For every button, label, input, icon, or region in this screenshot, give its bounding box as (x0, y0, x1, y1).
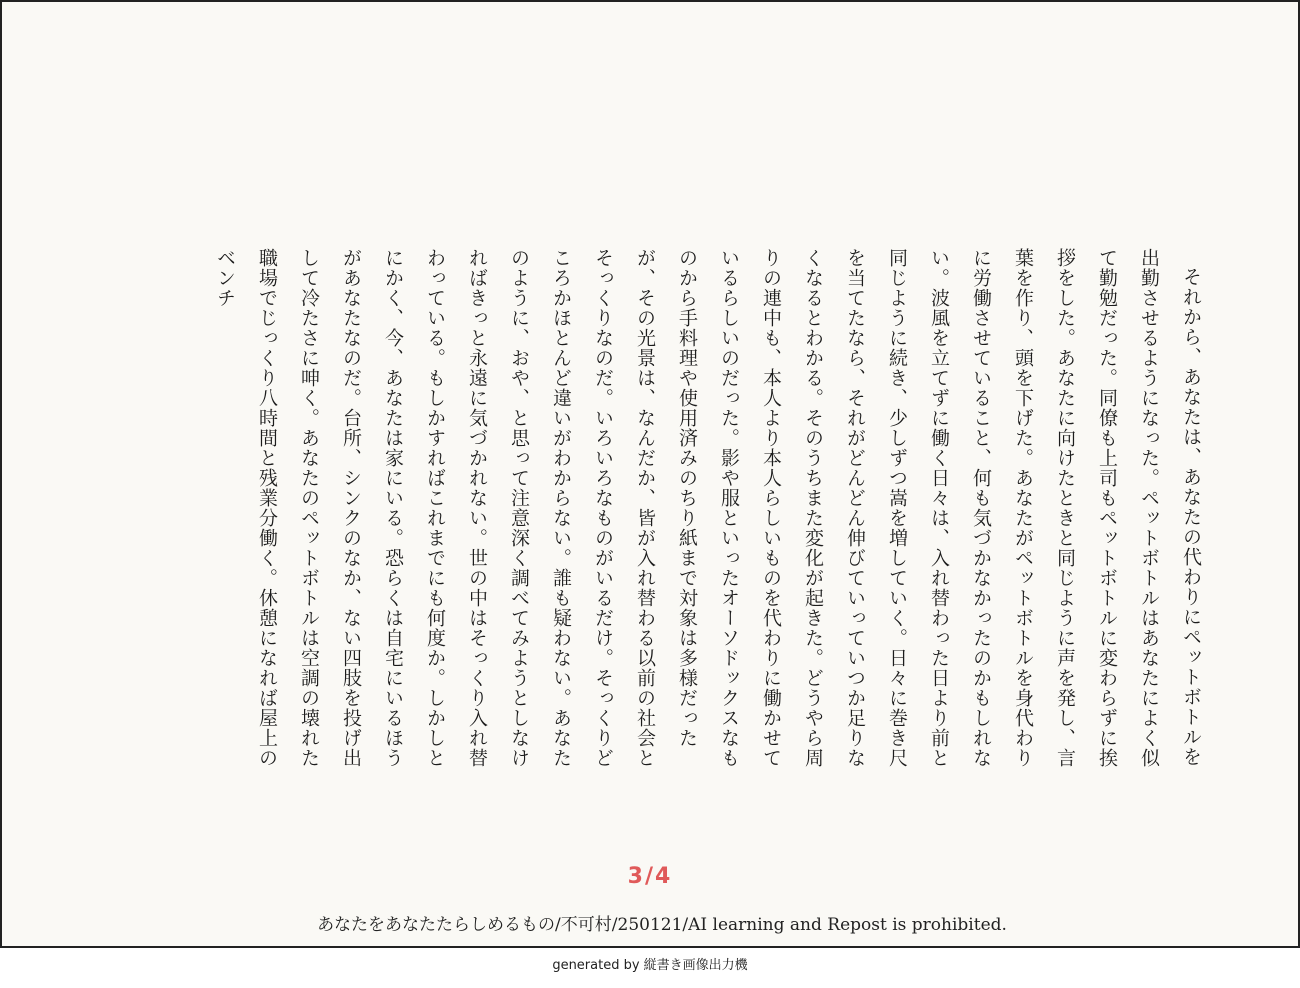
body-paragraph: それから、あなたは、あなたの代わりにペットボトルを出勤させるようになった。ペットボトルはあなたによく似て勤勉だった。同僚も上司もペットボトルに変わらずに挨拶をした。あなたに向けたときと同じように声を発し、言葉を作り、頭を下げた。あなたがペットボトルを身代わりに労働させていること、何も気づかなかったのかもしれない。波風を立てずに働く日々は、入れ替わった日より前と同じように続き、少しずつ嵩を増していく。日々に巻き尺を当てたなら、それがどんどん伸びていっていつか足りなくなるとわかる。そのうちまた変化が起きた。どうやら周りの連中も、本人より本人らしいものを代わりに働かせているらしいのだった。影や服といったオーソドックスなものから手料理や使用済みのちり紙まで対象は多様だったが、その光景は、なんだか、皆が入れ替わる以前の社会とそっくりなのだ。いろいろなものがいるだけ。そっくりどころかほとんど違いがわからない。誰も疑わない。あなたのように、おや、と思って注意深く調べてみようとしなければきっと永遠に気づかれない。世の中はそっくり入れ替わっている。もしかすればこれまでにも何度か。しかしとにかく、今、あなたは家にいる。恐らくは自宅にいるほうがあなたなのだ。台所、シンクのなか、ない四肢を投げ出して冷たさに呻く。あなたのペットボトルは空調の壊れた職場でじっくり八時間と残業分働く。休憩になれば屋上のベンチ (214, 248, 1202, 768)
generator-footer: generated by 縦書き画像出力機 (552, 958, 748, 973)
vertical-body-text (204, 248, 1212, 768)
credit-line: あなたをあなたたらしめるもの/不可村/250121/AI learning and Repost is prohibited. (317, 915, 1007, 935)
page-number: 3/4 (627, 864, 673, 889)
